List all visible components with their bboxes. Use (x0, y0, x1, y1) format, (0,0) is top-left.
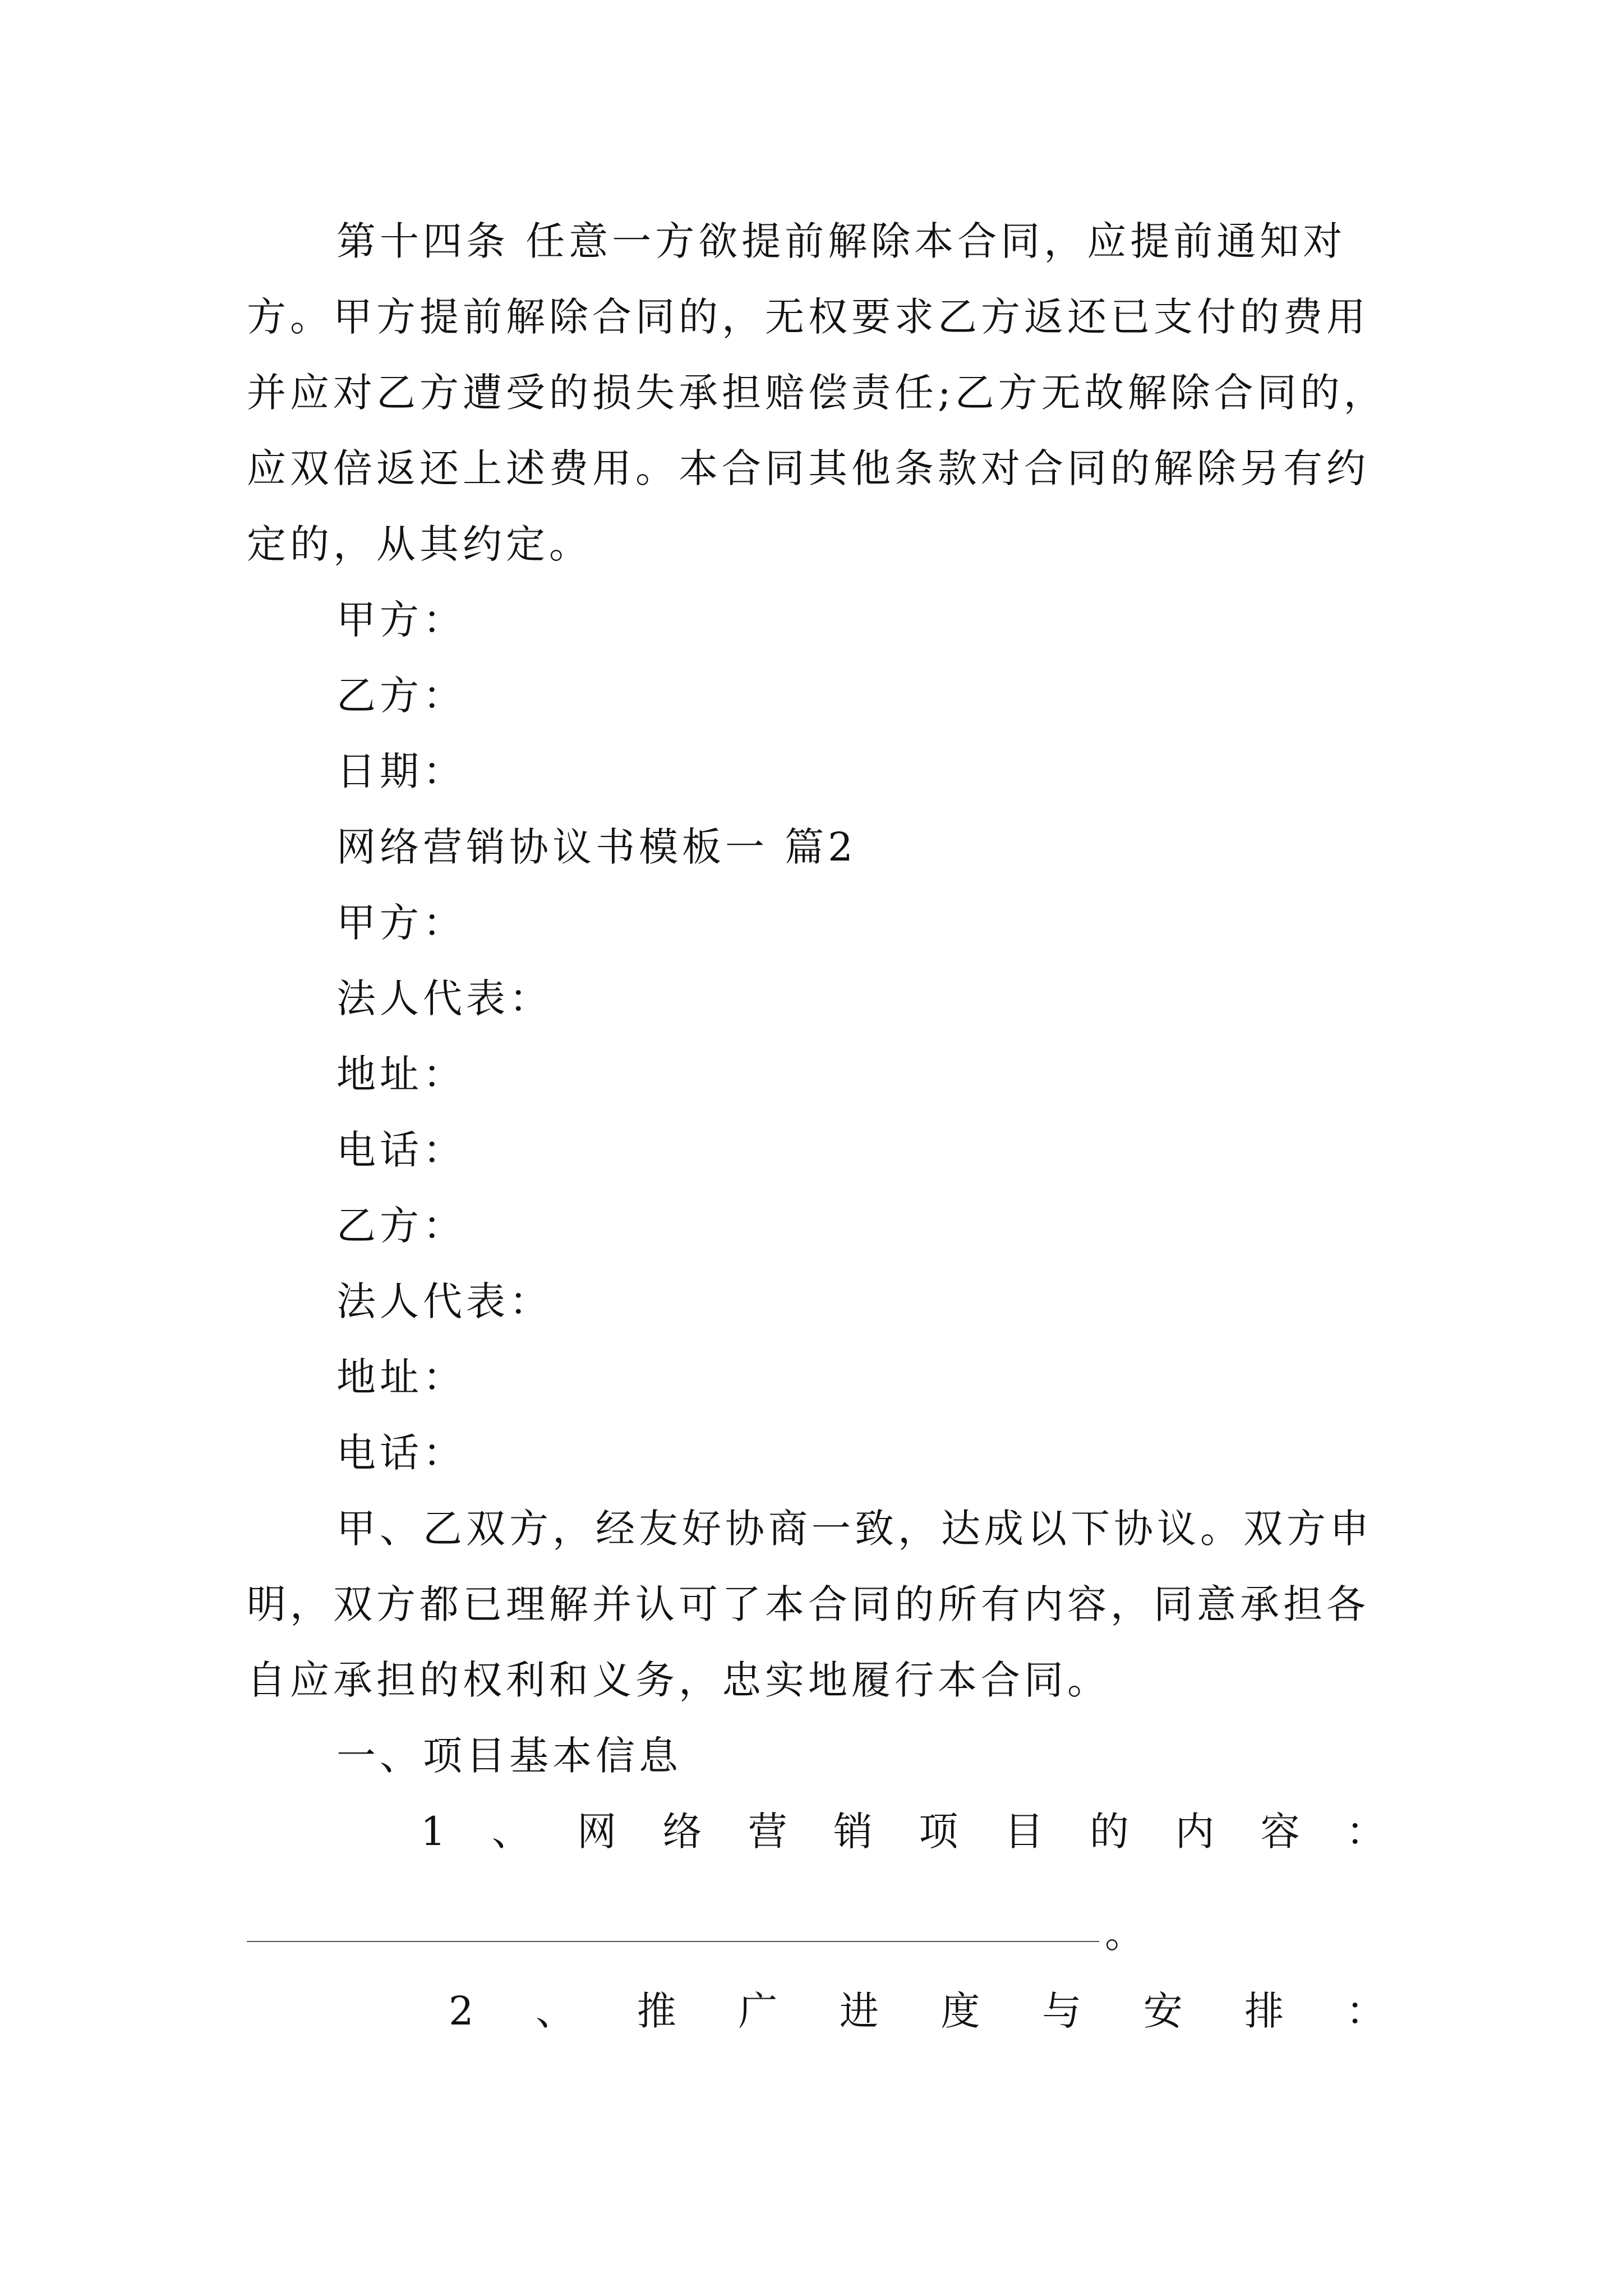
party-b-label: 乙方： (336, 1203, 466, 1249)
item1-char: 络 (662, 1809, 702, 1855)
item1-end-punct: 。 (1105, 1911, 1144, 1957)
item2-char: 推 (637, 1988, 676, 2034)
item1-char: 1 (421, 1809, 446, 1855)
item1-char: 内 (1175, 1809, 1215, 1855)
agreement-line-1: 甲、乙双方，经友好协商一致，达成以下协议。双方申 (336, 1506, 1373, 1552)
party-b-rep: 法人代表： (336, 1278, 552, 1324)
item1-char: 的 (1090, 1809, 1129, 1855)
party-a-address: 地址： (336, 1051, 466, 1097)
item2-schedule-line (449, 1986, 1385, 2036)
item1-content-line (421, 1806, 1385, 1857)
article14-line-3: 并应对乙方遭受的损失承担赔偿责任;乙方无故解除合同的， (247, 370, 1387, 416)
item2-char: 排 (1244, 1988, 1284, 2034)
item2-char: 与 (1042, 1988, 1082, 2034)
item1-char: 营 (748, 1809, 787, 1855)
item2-char: 度 (940, 1988, 980, 2034)
item1-char: 项 (919, 1809, 958, 1855)
agreement-line-3: 自应承担的权利和义务，忠实地履行本合同。 (247, 1657, 1110, 1703)
item1-char: 目 (1004, 1809, 1044, 1855)
party-a-label: 甲方： (336, 900, 466, 946)
section1-title: 一、项目基本信息 (336, 1733, 682, 1779)
party-a-rep: 法人代表： (336, 976, 552, 1022)
item2-char: 进 (839, 1988, 879, 2034)
item1-char: 、 (491, 1809, 531, 1855)
item2-char: 安 (1143, 1988, 1183, 2034)
signature-party-b: 乙方： (336, 673, 466, 719)
item1-char: 网 (577, 1809, 617, 1855)
item1-char: 销 (833, 1809, 873, 1855)
item1-fill-blank (247, 1941, 1099, 1942)
article14-line-4: 应双倍返还上述费用。本合同其他条款对合同的解除另有约 (247, 445, 1370, 491)
agreement-line-2: 明，双方都已理解并认可了本合同的所有内容，同意承担各 (247, 1581, 1370, 1627)
item1-char: 容 (1260, 1809, 1300, 1855)
template-title: 网络营销协议书模板一 篇2 (336, 824, 857, 870)
party-b-address: 地址： (336, 1354, 466, 1400)
signature-party-a: 甲方： (336, 597, 466, 643)
party-a-phone: 电话： (336, 1127, 466, 1173)
item2-char: 2 (449, 1988, 474, 2034)
item2-char: ： (1345, 1988, 1385, 2034)
item2-char: 、 (536, 1988, 575, 2034)
party-b-phone: 电话： (336, 1430, 466, 1476)
article14-line-2: 方。甲方提前解除合同的，无权要求乙方返还已支付的费用 (247, 294, 1370, 340)
article14-line-1: 第十四条 任意一方欲提前解除本合同，应提前通知对 (336, 218, 1347, 264)
item2-char: 广 (738, 1988, 778, 2034)
item1-char: ： (1345, 1809, 1385, 1855)
signature-date: 日期： (336, 748, 466, 794)
article14-line-5: 定的，从其约定。 (247, 521, 592, 567)
